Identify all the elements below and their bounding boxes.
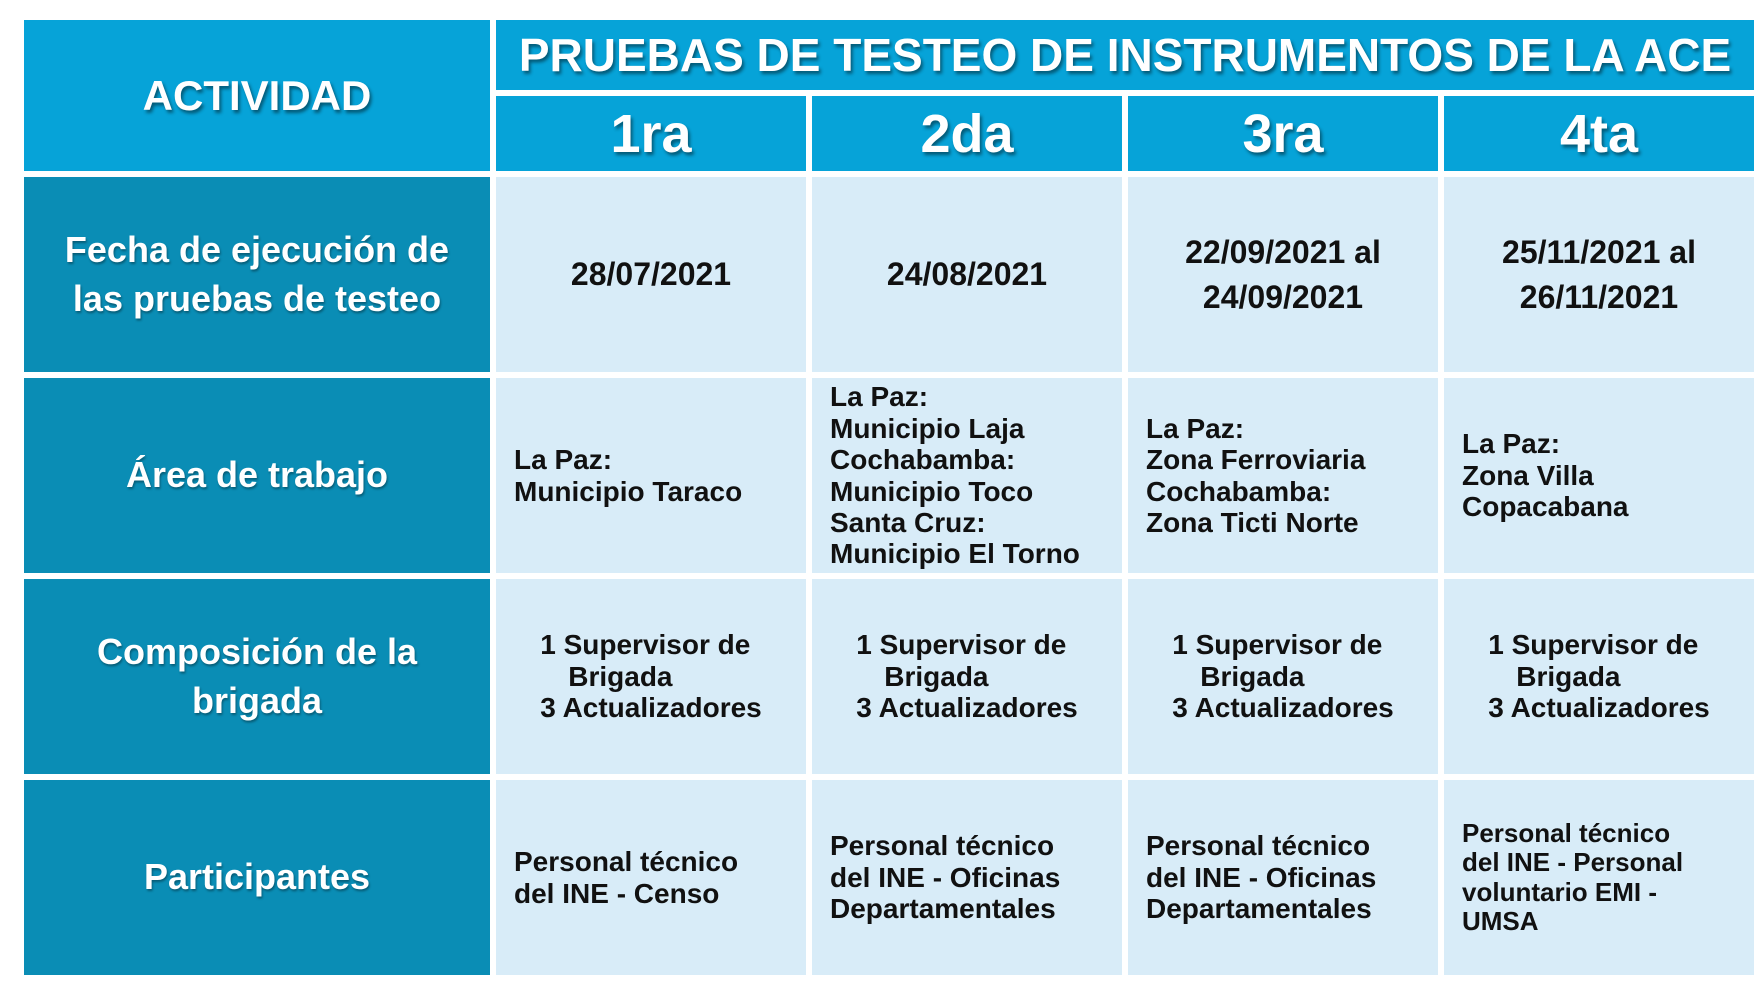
composicion-line: Brigada bbox=[568, 660, 673, 692]
composicion-line: Brigada bbox=[1516, 660, 1621, 692]
area-cell-1 bbox=[496, 378, 806, 573]
participantes-cell-4 bbox=[1444, 780, 1754, 975]
composicion-line: 1 Supervisor de bbox=[1488, 629, 1699, 661]
composicion-cell-4 bbox=[1444, 579, 1754, 774]
column-header-3: 3ra bbox=[1128, 96, 1438, 171]
participantes-cell-3 bbox=[1128, 780, 1438, 975]
fecha-cell-1 bbox=[496, 177, 806, 372]
composicion-cell-1 bbox=[496, 579, 806, 774]
fecha-value: 24/08/2021 bbox=[886, 256, 1048, 293]
composicion-line: 3 Actualizadores bbox=[1172, 692, 1394, 724]
composicion-line: 1 Supervisor de bbox=[1172, 629, 1383, 661]
fecha-value: 28/07/2021 bbox=[570, 256, 732, 293]
composicion-line: Brigada bbox=[1200, 660, 1305, 692]
composicion-line: 3 Actualizadores bbox=[1488, 692, 1710, 724]
row-label-composicion: Composición de la brigada bbox=[24, 579, 490, 774]
composicion-line: 1 Supervisor de bbox=[856, 629, 1067, 661]
activity-header: ACTIVIDAD bbox=[24, 20, 490, 171]
fecha-cell-2 bbox=[812, 177, 1122, 372]
area-value: La Paz: Municipio Taraco bbox=[514, 444, 743, 507]
participantes-value: Personal técnico del INE - Oficinas Departamentales bbox=[1146, 830, 1377, 925]
area-cell-2 bbox=[812, 378, 1122, 573]
participantes-cell-2 bbox=[812, 780, 1122, 975]
row-label-fecha: Fecha de ejecución de las pruebas de testeo bbox=[24, 177, 490, 372]
fecha-cell-3 bbox=[1128, 177, 1438, 372]
area-value: La Paz: Municipio Laja Cochabamba: Municipio Toco Santa Cruz: Municipio El Torno bbox=[830, 381, 1080, 570]
composicion-cell-3 bbox=[1128, 579, 1438, 774]
area-value: La Paz: Zona Villa Copacabana bbox=[1462, 428, 1629, 523]
row-label-participantes: Participantes bbox=[24, 780, 490, 975]
column-header-2: 2da bbox=[812, 96, 1122, 171]
row-label-area: Área de trabajo bbox=[24, 378, 490, 573]
area-value: La Paz: Zona Ferroviaria Cochabamba: Zona Ticti Norte bbox=[1146, 412, 1366, 538]
fecha-value: 22/09/2021 al 24/09/2021 bbox=[1185, 233, 1381, 315]
area-cell-4 bbox=[1444, 378, 1754, 573]
table-title: PRUEBAS DE TESTEO DE INSTRUMENTOS DE LA ACE bbox=[496, 20, 1754, 90]
participantes-value: Personal técnico del INE - Censo bbox=[514, 846, 739, 909]
composicion-cell-2 bbox=[812, 579, 1122, 774]
column-header-1: 1ra bbox=[496, 96, 806, 171]
participantes-value: Personal técnico del INE - Oficinas Departamentales bbox=[830, 830, 1061, 925]
composicion-line: 3 Actualizadores bbox=[540, 692, 762, 724]
area-cell-3 bbox=[1128, 378, 1438, 573]
fecha-value: 25/11/2021 al 26/11/2021 bbox=[1502, 233, 1696, 315]
fecha-cell-4 bbox=[1444, 177, 1754, 372]
composicion-line: 1 Supervisor de bbox=[540, 629, 751, 661]
column-header-4: 4ta bbox=[1444, 96, 1754, 171]
participantes-value: Personal técnico del INE - Personal voluntario EMI - UMSA bbox=[1462, 818, 1684, 936]
composicion-line: Brigada bbox=[884, 660, 989, 692]
schedule-table bbox=[24, 20, 1736, 980]
participantes-cell-1 bbox=[496, 780, 806, 975]
composicion-line: 3 Actualizadores bbox=[856, 692, 1078, 724]
